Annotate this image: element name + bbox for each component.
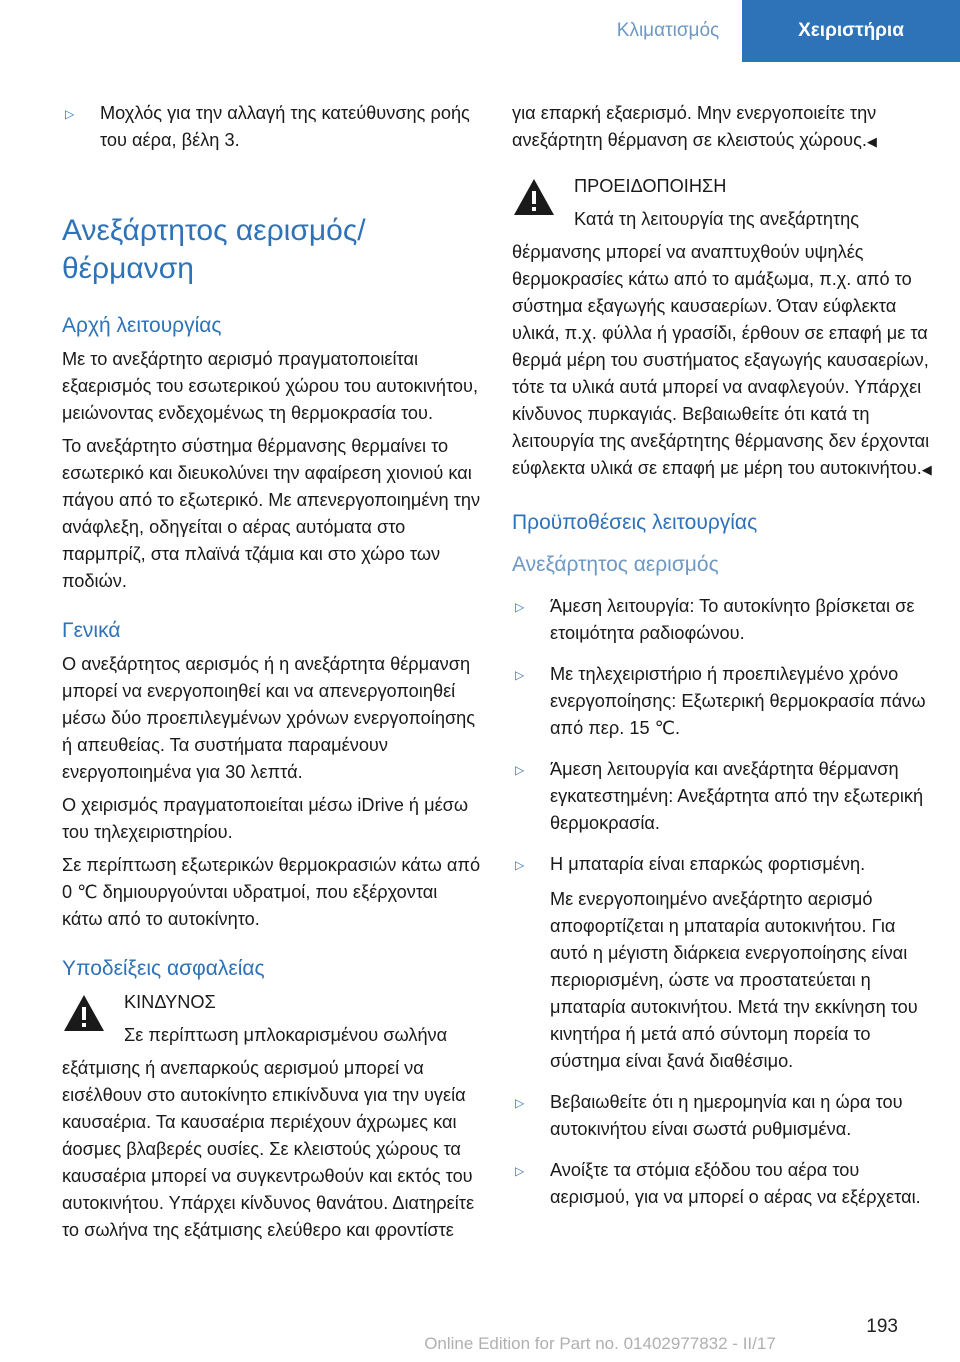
edition-footer: Online Edition for Part no. 01402977832 - II/17 [424,1334,776,1353]
list-item [62,100,482,154]
vent-subheading: Ανεξάρτητος αερισμός [512,553,719,576]
requirement-text: Η μπαταρία είναι επαρκώς φορτισμένη. [550,854,866,874]
danger-notice [62,989,482,1244]
page-number: 193 [866,1316,898,1337]
list-item [512,851,932,878]
battery-note: Με ενεργοποιημένο ανεξάρτητο αερισμό αποφορτίζεται η μπαταρία αυτοκινήτου. Για αυτό η μέγιστη διάρκεια ενεργοποίησης είναι περιορισμένη, ώστε να προστατεύεται η μπαταρία αυτοκινήτου. Μετά την εκκίνηση του κινητήρα ή μετά από σύντομη πορεία το σύστημα είναι ξανά διαθέσιμο. [550,889,918,1071]
requirement-text: Βεβαιωθείτε ότι η ημερομηνία και η ώρα του αυτοκινήτου είναι σωστά ρυθμισμένα. [550,1092,903,1139]
bullet-triangle-icon: ▷ [515,1096,525,1110]
general-heading: Γενικά [62,619,121,642]
requirement-text: Άμεση λειτουργία: Το αυτοκίνητο βρίσκεται σε ετοιμότητα ραδιοφώνου. [550,596,915,643]
section-title: Ανεξάρτητος αερισμός/ θέρμανση [62,214,366,285]
requirement-text: Ανοίξτε τα στόμια εξόδου του αέρα του αερισμού, για να μπορεί ο αέρας να εξέρχεται. [550,1160,921,1207]
warning-triangle-icon [62,993,106,1033]
requirement-text: Με τηλεχειριστήριο ή προεπιλεγμένο χρόνο ενεργοποίησης: Εξωτερική θερμοκρασία πάνω από περ. 15 ℃. [550,664,926,738]
general-paragraph-1: Ο ανεξάρτητος αερισμός ή η ανεξάρτητα θέρμανση μπορεί να ενεργοποιηθεί και να απενεργοποιηθεί μέσω δύο προεπιλεγμένων χρόνων ενεργοποίησης ή απευθείας. Τα συστήματα παραμένουν ενεργοποιημένα για 30 λεπτά. [62,654,476,782]
principle-heading: Αρχή λειτουργίας [62,314,222,337]
safety-heading: Υποδείξεις ασφαλείας [62,957,265,980]
principle-paragraph-2: Το ανεξάρτητο σύστημα θέρμανσης θερμαίνει το εσωτερικό και διευκολύνει την αφαίρεση χιονιού και πάγου από το εξωτερικό. Με απενεργοποιημένη την ανάφλεξη, οδηγείται ο αέρας αυτόματα στο παρμπρίζ, στα πλαϊνά τζάμια και στο χώρο των ποδιών. [62,436,481,591]
bullet-triangle-icon: ▷ [65,107,75,121]
page-header [594,0,960,62]
section-tab-climate: Κλιματισμός [594,0,742,62]
list-item [512,756,932,837]
bullet-triangle-icon: ▷ [515,668,525,682]
requirement-text: Άμεση λειτουργία και ανεξάρτητα θέρμανση εγκατεστημένη: Ανεξάρτητα από την εξωτερική θερμοκρασία. [550,759,924,833]
warning-text-body: θέρμανσης μπορεί να αναπτυχθούν υψηλές θερμοκρασίες κάτω από το αμάξωμα, π.χ. από το σύστημα εξαγωγής καυσαερίων. Όταν εύφλεκτα υλικά, π.χ. φύλλα ή γρασίδι, έρθουν σε επαφή με τα θερμά μέρη του συστήματος εξαγωγής καυσαερίων, τότε τα υλικά αυτά μπορεί να αναφλεγούν. Υπάρχει κίνδυνος πυρκαγιάς. Βεβαιωθείτε ότι κατά τη λειτουργία της ανεξάρτητης θέρμανσης δεν έρχονται εύφλεκτα υλικά σε επαφή με μέρη του αυτοκινήτου. [512,242,930,478]
end-mark-icon: ◀ [921,462,932,477]
warning-notice [512,173,932,483]
danger-continuation-text: για επαρκή εξαερισμό. Μην ενεργοποιείτε την ανεξάρτητη θέρμανση σε κλειστούς χώρους. [512,103,877,150]
list-item [512,1089,932,1143]
danger-text-first: Σε περίπτωση μπλοκαρισμένου σωλήνα [124,1025,448,1045]
bullet-triangle-icon: ▷ [515,1164,525,1178]
requirements-heading: Προϋποθέσεις λειτουργίας [512,511,758,534]
bullet-triangle-icon: ▷ [515,600,525,614]
danger-text: εξάτμισης ή ανεπαρκούς αερισμού μπορεί να εισέλθουν στο αυτοκίνητο επικίνδυνα για την υγεία καυσαέρια. Τα καυσαέρια περιέχουν άχρωμες και άοσμες βλαβερές ουσίες. Σε κλειστούς χώρους τα καυσαέρια μπορεί να συγκεντρωθούν και εκτός του αυτοκινήτου. Υπάρχει κίνδυνος θανάτου. Διατηρείτε το σωλήνα της εξάτμισης ελεύθερο και φροντίστε [62,1058,475,1240]
battery-note-block [512,886,932,1075]
section-tab-controls: Χειριστήρια [742,0,960,62]
warning-triangle-icon [512,177,556,217]
list-item [512,1157,932,1211]
warning-title: ΠΡΟΕΙΔΟΠΟΙΗΣΗ [574,176,727,196]
end-mark-icon: ◀ [866,134,877,149]
bullet-triangle-icon: ▷ [515,763,525,777]
bullet-triangle-icon: ▷ [515,858,525,872]
general-paragraph-2: Ο χειρισμός πραγματοποιείται μέσω iDrive ή μέσω του τηλεχειριστηρίου. [62,795,469,842]
principle-paragraph-1: Με το ανεξάρτητο αερισμό πραγματοποιείται εξαερισμός του εσωτερικού χώρου του αυτοκινήτου, μειώνοντας ενδεχομένως τη θερμοκρασία του. [62,349,479,423]
list-item [512,593,932,647]
left-column [62,100,482,1250]
warning-text-first: Κατά τη λειτουργία της ανεξάρτητης [574,209,860,229]
general-paragraph-3: Σε περίπτωση εξωτερικών θερμοκρασιών κάτω από 0 ℃ δημιουργούνται υδρατμοί, που εξέρχονται κάτω από το αυτοκίνητο. [62,855,481,929]
list-item [512,661,932,742]
intro-bullet-text: Μοχλός για την αλλαγή της κατεύθυνσης ροής του αέρα, βέλη 3. [100,103,470,150]
right-column [512,100,932,1225]
warning-text [512,239,932,483]
danger-continuation [512,100,932,155]
danger-title: ΚΙΝΔΥΝΟΣ [124,992,216,1012]
